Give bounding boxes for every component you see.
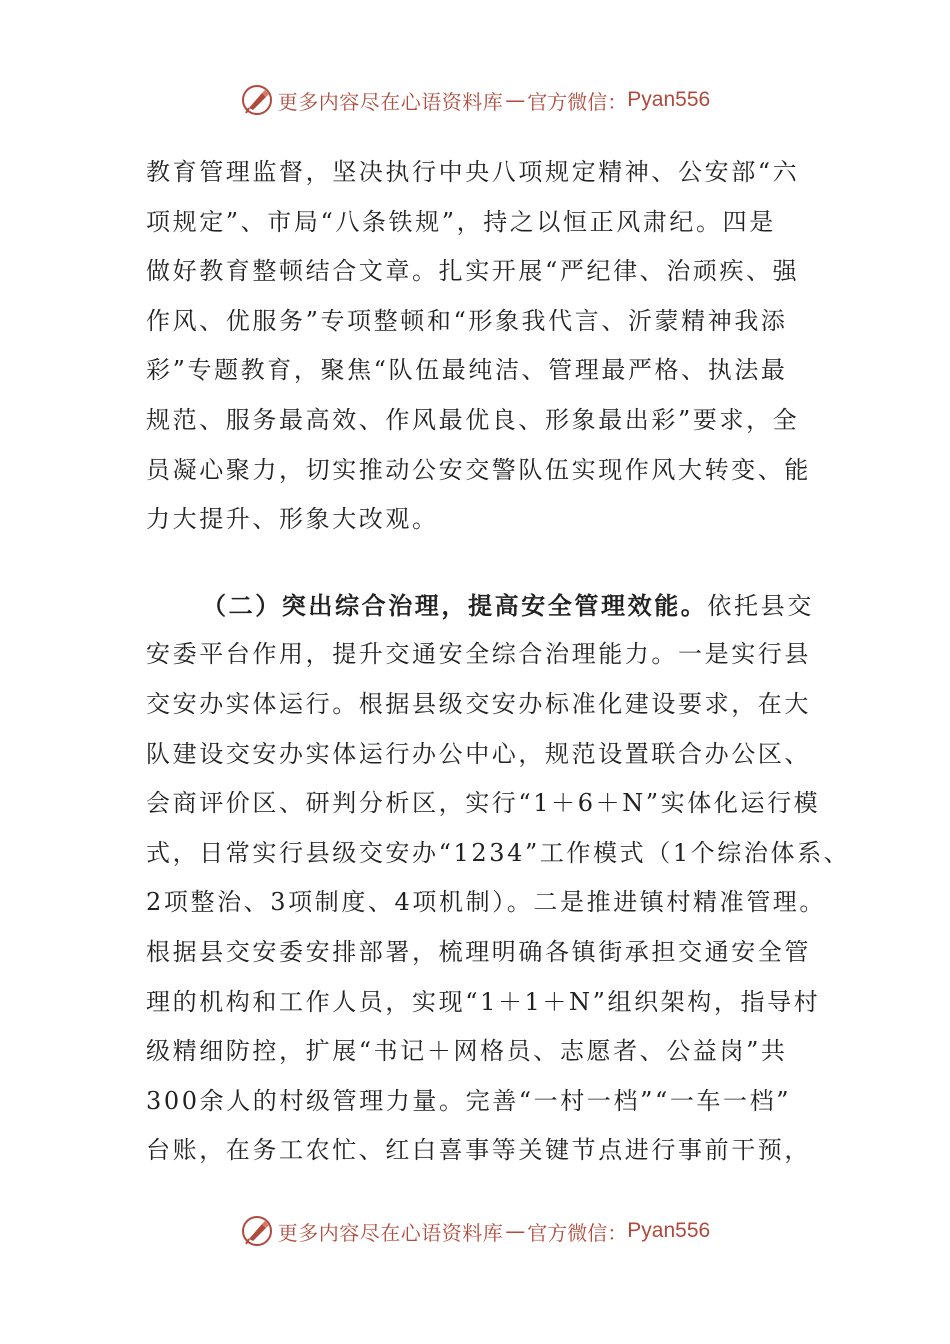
watermark-wechat-label: 官方微信： [527, 1220, 628, 1245]
text-line: 规范、服务最高效、作风最优良、形象最出彩”要求，全 [146, 405, 800, 434]
document-body [146, 148, 851, 1176]
watermark-promo-text: 更多内容尽在心语资料库 [277, 1220, 504, 1245]
text-line: 级精细防控，扩展“书记＋网格员、志愿者、公益岗”共 [146, 1037, 788, 1066]
text-line: 交安办实体运行。根据县级交安办标准化建设要求，在大 [146, 689, 811, 718]
paragraph-gap [146, 545, 826, 581]
text-line: 员凝心聚力，切实推动公安交警队伍实现作风大转变、能 [146, 455, 811, 484]
section-heading-continuation: 依托县交 [707, 591, 814, 620]
watermark-banner-top [0, 80, 950, 120]
text-line-first [146, 581, 826, 631]
watermark-separator: — [505, 88, 526, 112]
watermark-wechat-id: Pyan556 [627, 1219, 711, 1242]
text-line: 彩”专题教育，聚焦“队伍最纯洁、管理最严格、执法最 [146, 356, 788, 385]
text-line: 式，日常实行县级交安办“1234”工作模式（1个综治体系、 [146, 838, 851, 867]
paragraph-2 [146, 581, 851, 1176]
text-line: 2项整治、3项制度、4项机制）。二是推进镇村精准管理。 [146, 888, 827, 917]
watermark-promo-text: 更多内容尽在心语资料库 [277, 89, 504, 114]
text-line: 队建设交安办实体运行办公中心，规范设置联合办公区、 [146, 739, 811, 768]
paragraph-1 [146, 148, 826, 545]
watermark-wechat-label: 官方微信： [527, 89, 628, 114]
text-line: 安委平台作用，提升交通安全综合治理能力。一是实行县 [146, 640, 811, 669]
pen-nib-logo-icon [240, 1214, 274, 1248]
text-line: 做好教育整顿结合文章。扎实开展“严纪律、治顽疾、强 [146, 257, 800, 286]
text-line: 理的机构和工作人员，实现“1＋1＋N”组织架构，指导村 [146, 987, 821, 1016]
text-line: 根据县交安委安排部署，梳理明确各镇街承担交通安全管 [146, 937, 811, 966]
watermark-separator: — [505, 1219, 526, 1243]
text-line: 力大提升、形象大改观。 [146, 505, 439, 534]
section-heading: （二）突出综合治理，提高安全管理效能。 [202, 590, 708, 620]
pen-nib-logo-icon [240, 83, 274, 117]
text-line: 作风、优服务”专项整顿和“形象我代言、沂蒙精神我添 [146, 306, 788, 335]
text-line: 台账，在务工农忙、红白喜事等关键节点进行事前干预， [146, 1136, 811, 1165]
watermark-wechat-id: Pyan556 [627, 88, 711, 111]
watermark-banner-bottom [0, 1211, 950, 1251]
text-line: 会商评价区、研判分析区，实行“1＋6＋N”实体化运行模 [146, 789, 821, 818]
text-line: 300余人的村级管理力量。完善“一村一档”“一车一档” [146, 1086, 792, 1115]
text-line: 项规定”、市局“八条铁规”，持之以恒正风肃纪。四是 [146, 207, 776, 236]
text-line: 教育管理监督，坚决执行中央八项规定精神、公安部“六 [146, 158, 800, 186]
